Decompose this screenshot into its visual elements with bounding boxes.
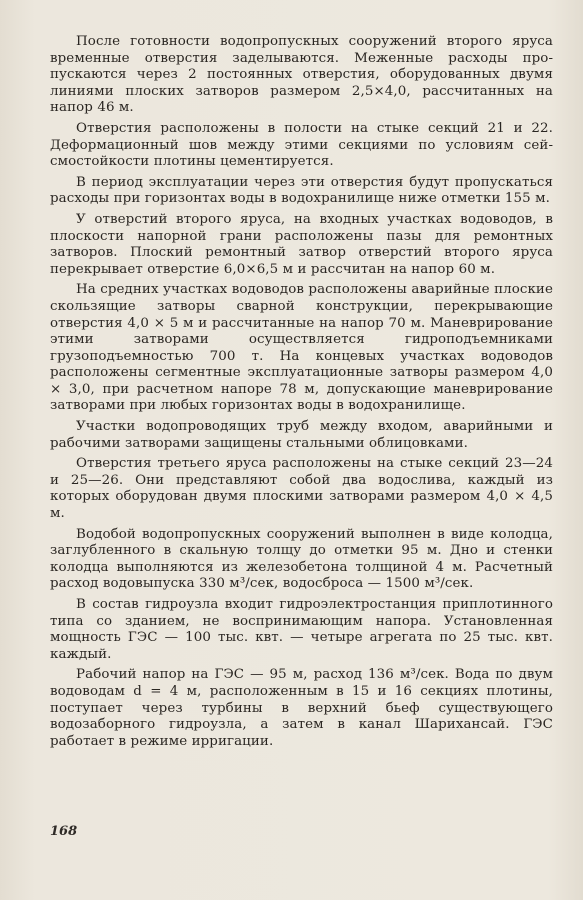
paragraph: Рабочий напор на ГЭС — 95 м, расход 136 м³/сек. Вода по двум водоводам d = 4 м, расположенным в 15 и 16 секциях плотины, поступает через турбины в верхний бьеф существующего водозаборного гидроузла, а затем в канал Шарихансай. ГЭС работает в режиме ирригации. — [50, 667, 553, 749]
paragraph: В период эксплуатации через эти отверстия будут пропускаться расходы при горизонтах воды в водохранилище ниже отметки 155 м. — [50, 174, 553, 207]
paragraph: На средних участках водоводов расположены аварийные плоские скользящие затворы сварной конструкции, перекрывающие отверстия 4,0 × 5 м и рассчитанные на напор 70 м. Маневрирование этими затворами осуществляется гидроподъемниками грузоподъемностью 700 т. На концевых участках водоводов расположены сегментные эксплуатационные затворы размером 4,0 × 3,0, при расчетном напоре 78 м, допускающие маневрирование затворами при любых горизонтах воды в водохранилище. — [50, 282, 553, 414]
paragraph: В состав гидроузла входит гидроэлектростанция приплотинного типа со зданием, не воспринимающим напора. Установленная мощность ГЭС — 100 тыс. квт. — четыре агрегата по 25 тыс. квт. каждый. — [50, 597, 553, 662]
body-text — [50, 34, 553, 754]
paragraph: После готовности водопропускных сооружений второго яруса временные отверстия заделываются. Меженные расходы пропускаются через 2 постоянных отверстия, оборудованных двумя линиями плоских затворов размером 2,5×4,0, рассчитанных на напор 46 м. — [50, 34, 553, 116]
paragraph: Отверстия расположены в полости на стыке секций 21 и 22. Деформационный шов между этими секциями по условиям сейсмостойкости плотины цементируется. — [50, 120, 553, 170]
paragraph: Водобой водопропускных сооружений выполнен в виде колодца, заглубленного в скальную толщу до отметки 95 м. Дно и стенки колодца выполняются из железобетона толщиной 4 м. Расчетный расход водовыпуска 330 м³/сек, водосброса — 1500 м³/сек. — [50, 526, 553, 592]
paragraph: У отверстий второго яруса, на входных участках водоводов, в плоскости напорной грани расположены пазы для ремонтных затворов. Плоский ремонтный затвор отверстий второго яруса перекрывает отверстие 6,0×6,5 м и рассчитан на напор 60 м. — [50, 211, 553, 277]
paragraph: Участки водопроводящих труб между входом, аварийными и рабочими затворами защищены стальными облицовками. — [50, 419, 553, 451]
paragraph: Отверстия третьего яруса расположены на стыке секций 23—24 и 25—26. Они представляют собой два водослива, каждый из которых оборудован двумя плоскими затворами размером 4,0 × 4,5 м. — [50, 456, 553, 522]
page-number: 168 — [50, 824, 78, 839]
